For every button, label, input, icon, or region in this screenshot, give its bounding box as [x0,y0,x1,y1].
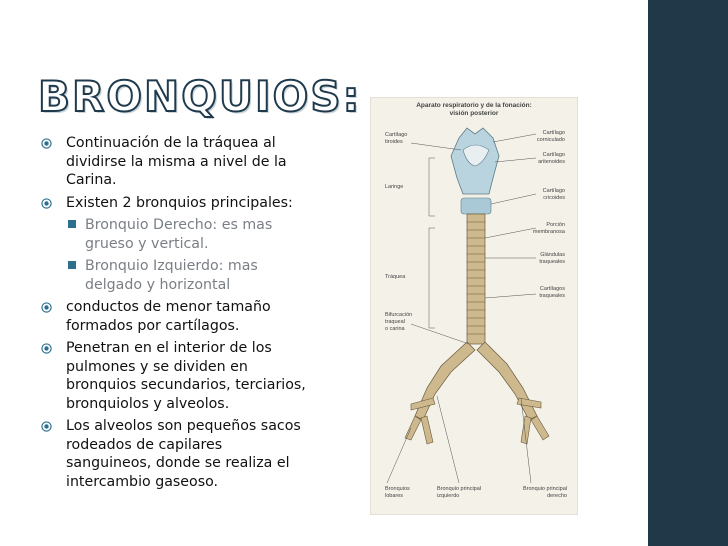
bullet-item [40,134,310,190]
figure-title-line1: Aparato respiratorio y de la fonación: [416,102,532,109]
label-traquea: Tráquea [385,274,406,280]
left-bronchus-shape [415,342,475,420]
label-glandulas-2: traqueales [539,259,565,265]
label-bronquios-lobares-1: Bronquios [385,486,410,492]
label-corniculado-2: corniculado [536,137,565,143]
lobar-bronchi [405,398,549,444]
bullet-circle-icon [41,302,52,313]
slide-title: BRONQUIOS: [38,72,362,121]
trachea-bronchi-illustration [371,98,577,514]
label-cricoides-2: cricoides [543,195,565,201]
label-bifurcacion-1: Bifurcación [385,312,413,318]
square-bullet-icon [68,261,76,269]
figure-title-line2: visión posterior [449,110,499,117]
right-decorative-band [648,0,728,546]
label-cartilagos-traqueales-1: Cartílagos [539,286,565,292]
label-corniculado-1: Cartílago [542,130,565,136]
trachea-shape [467,214,485,344]
label-bronquio-derecho-1: Bronquio principal [522,486,567,492]
sub-bullet-text: Bronquio Derecho: es mas grueso y vertical. [85,217,273,252]
bullet-item [40,194,310,213]
label-laringe: Laringe [385,184,404,190]
sub-bullet-item [40,216,310,253]
bullet-text: Penetran en el interior de los pulmones y se dividen en bronquios secundarios, terciarios, bronquiolos y alveolos. [66,340,306,412]
anatomy-figure [370,97,578,515]
bullet-text: Continuación de la tráquea al dividirse la misma a nivel de la Carina. [66,135,287,188]
bullet-circle-icon [41,198,52,209]
sub-bullet-text: Bronquio Izquierdo: mas delgado y horizontal [85,258,258,293]
label-aritenoides-1: Cartílago [542,152,565,158]
cricoid-shape [461,198,491,214]
label-cartilago-tiroides-2: tiroides [385,139,403,145]
label-glandulas-1: Glándulas [540,252,565,258]
bullet-circle-icon [41,138,52,149]
label-membranosa-2: membranosa [532,229,565,235]
bullet-text: Existen 2 bronquios principales: [66,194,293,211]
bullet-item [40,417,310,491]
label-bifurcacion-3: o carina [385,326,405,332]
bullet-item [40,298,310,335]
square-bullet-icon [68,220,76,228]
label-membranosa-1: Porción [546,222,565,228]
label-cartilago-tiroides-1: Cartílago [385,132,408,138]
label-bronquio-derecho-2: derecho [547,493,567,499]
sub-bullet-item [40,257,310,294]
bullet-text: conductos de menor tamaño formados por cartílagos. [66,299,271,334]
bullet-list [40,134,310,495]
label-bronquios-lobares-2: lobares [385,493,404,499]
bullet-circle-icon [41,343,52,354]
label-cricoides-1: Cartílago [542,188,565,194]
label-aritenoides-2: aritenoides [538,159,565,165]
bullet-circle-icon [41,421,52,432]
label-bronquio-izquierdo-2: izquierdo [437,493,460,499]
label-cartilagos-traqueales-2: traqueales [539,293,565,299]
bullet-item [40,339,310,413]
label-bifurcacion-2: traqueal [385,319,405,325]
bullet-text: Los alveolos son pequeños sacos rodeados de capilares sanguineos, donde se realiza el intercambio gaseoso. [66,418,301,490]
right-bronchus-shape [477,342,537,420]
label-bronquio-izquierdo-1: Bronquio principal [437,486,482,492]
